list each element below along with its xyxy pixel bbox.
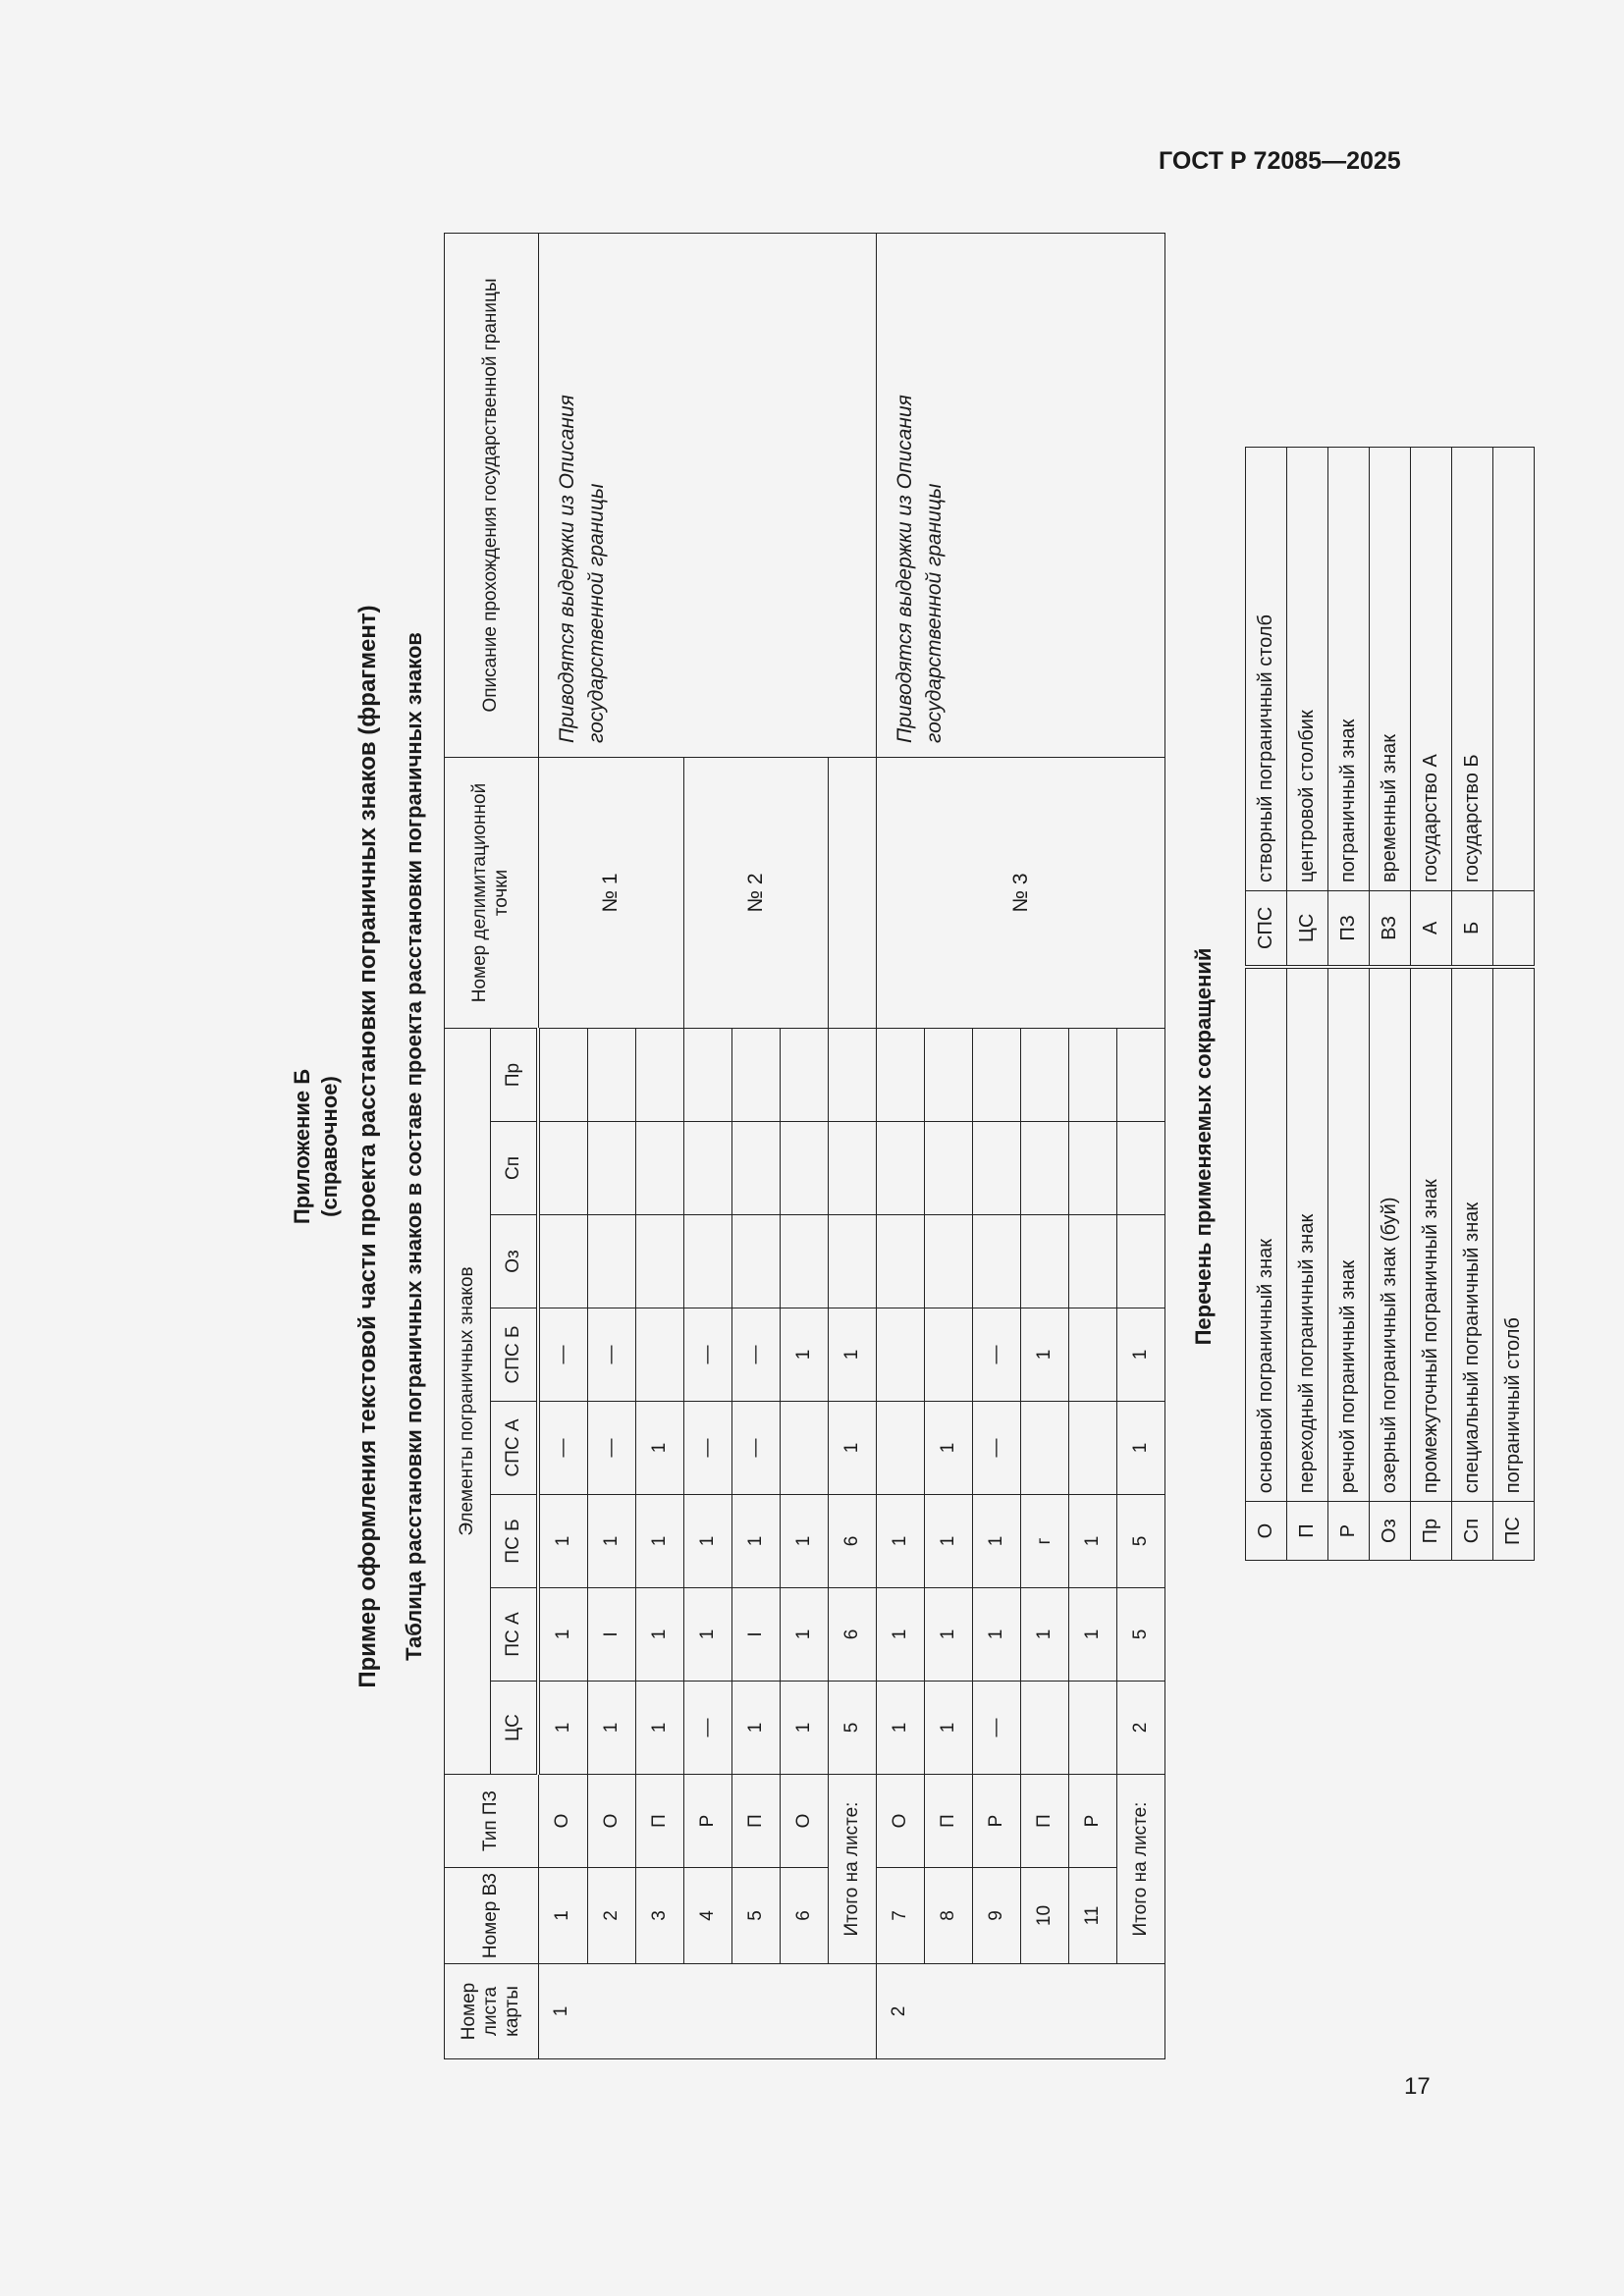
value-cell [588, 1215, 636, 1308]
type-cell: П [732, 1775, 781, 1868]
value-cell [636, 1122, 684, 1215]
value-cell: 1 [925, 1402, 973, 1495]
vz-cell: 5 [732, 1868, 781, 1964]
total-cell [1117, 1029, 1165, 1122]
value-cell [588, 1122, 636, 1215]
vz-cell: 9 [973, 1868, 1021, 1964]
abbr-meaning: государство А [1411, 448, 1452, 891]
type-cell: О [588, 1775, 636, 1868]
total-cell [829, 1029, 877, 1122]
value-cell: 1 [781, 1495, 829, 1588]
value-cell [588, 1029, 636, 1122]
value-cell [877, 1122, 925, 1215]
abbr-meaning: основной пограничный знак [1246, 967, 1287, 1502]
value-cell: 1 [1069, 1495, 1117, 1588]
abbr-meaning: озерный пограничный знак (буй) [1370, 967, 1411, 1502]
abbr-row [1452, 448, 1493, 1561]
placement-table [444, 233, 1165, 2059]
table-title: Таблица расстановки пограничных знаков в составе проекта расстановки пограничных знаков [402, 632, 426, 1661]
header-col-sp: Сп [491, 1122, 539, 1215]
value-cell [781, 1122, 829, 1215]
abbr-code: Р [1328, 1502, 1370, 1561]
value-cell: — [538, 1402, 588, 1495]
description-cell: Приводятся выдержки из Описания государственной границы [538, 234, 877, 758]
value-cell: — [588, 1402, 636, 1495]
type-cell: П [1021, 1775, 1069, 1868]
value-cell: — [684, 1402, 732, 1495]
abbr-meaning: специальный пограничный знак [1452, 967, 1493, 1502]
value-cell [925, 1215, 973, 1308]
abbr-code: ВЗ [1370, 891, 1411, 967]
value-cell [538, 1215, 588, 1308]
value-cell: 1 [588, 1682, 636, 1775]
value-cell: 1 [1021, 1308, 1069, 1402]
total-cell [829, 1122, 877, 1215]
point-cell: № 2 [684, 758, 829, 1029]
value-cell [877, 1029, 925, 1122]
main-title: Пример оформления текстовой части проекта расстановки пограничных знаков (фрагмент) [354, 605, 381, 1688]
abbr-meaning: створный пограничный столб [1246, 448, 1287, 891]
vz-cell: 4 [684, 1868, 732, 1964]
value-cell [1021, 1215, 1069, 1308]
total-cell: 5 [829, 1682, 877, 1775]
value-cell [925, 1122, 973, 1215]
value-cell [925, 1029, 973, 1122]
total-cell: 5 [1117, 1588, 1165, 1682]
type-cell: О [877, 1775, 925, 1868]
abbr-meaning: центровой столбик [1287, 448, 1328, 891]
value-cell: 1 [781, 1682, 829, 1775]
value-cell: 1 [973, 1495, 1021, 1588]
abbr-row [1246, 448, 1287, 1561]
abbr-code: О [1246, 1502, 1287, 1561]
abbr-code: Сп [1452, 1502, 1493, 1561]
value-cell: 1 [973, 1588, 1021, 1682]
type-cell: О [538, 1775, 588, 1868]
rotated-content [122, 234, 1524, 2059]
abbr-meaning: переходный пограничный знак [1287, 967, 1328, 1502]
standard-number: ГОСТ Р 72085—2025 [1159, 147, 1401, 175]
value-cell [877, 1402, 925, 1495]
value-cell: 1 [588, 1495, 636, 1588]
vz-cell: 7 [877, 1868, 925, 1964]
value-cell [538, 1029, 588, 1122]
total-cell: 6 [829, 1495, 877, 1588]
value-cell: 1 [684, 1495, 732, 1588]
value-cell [636, 1215, 684, 1308]
value-cell: — [973, 1308, 1021, 1402]
value-cell [732, 1215, 781, 1308]
abbr-code: ЦС [1287, 891, 1328, 967]
abbr-code: ПЗ [1328, 891, 1370, 967]
total-label: Итого на листе: [829, 1775, 877, 1964]
abbr-code: А [1411, 891, 1452, 967]
header-col-ps-b: ПС Б [491, 1495, 539, 1588]
total-cell: 1 [1117, 1402, 1165, 1495]
vz-cell: 8 [925, 1868, 973, 1964]
value-cell: 1 [925, 1588, 973, 1682]
value-cell: — [684, 1682, 732, 1775]
abbr-code: ПС [1493, 1502, 1535, 1561]
value-cell: — [973, 1402, 1021, 1495]
value-cell [684, 1215, 732, 1308]
abbr-row [1328, 448, 1370, 1561]
value-cell: — [732, 1308, 781, 1402]
abbr-code: СПС [1246, 891, 1287, 967]
vz-cell: 6 [781, 1868, 829, 1964]
value-cell: I [732, 1588, 781, 1682]
header-col-cs: ЦС [491, 1682, 539, 1775]
abbreviations-table [1245, 447, 1535, 1561]
value-cell [1069, 1215, 1117, 1308]
table-row [877, 234, 925, 2059]
page-number: 17 [1404, 2073, 1431, 2100]
value-cell [973, 1215, 1021, 1308]
value-cell [636, 1308, 684, 1402]
header-elements: Элементы пограничных знаков [445, 1029, 491, 1775]
value-cell: 1 [1021, 1588, 1069, 1682]
abbr-meaning: промежуточный пограничный знак [1411, 967, 1452, 1502]
vz-cell: 10 [1021, 1868, 1069, 1964]
value-cell: 1 [636, 1682, 684, 1775]
value-cell [1021, 1122, 1069, 1215]
value-cell: — [538, 1308, 588, 1402]
abbreviations-title: Перечень применяемых сокращений [1191, 947, 1216, 1346]
vz-cell: 1 [538, 1868, 588, 1964]
appendix-subtitle: (справочное) [317, 1076, 342, 1217]
header-col-pr: Пр [491, 1029, 539, 1122]
value-cell: 1 [877, 1588, 925, 1682]
header-type: Тип ПЗ [445, 1775, 539, 1868]
total-cell: 1 [829, 1402, 877, 1495]
value-cell: 1 [925, 1495, 973, 1588]
type-cell: Р [1069, 1775, 1117, 1868]
value-cell [1069, 1122, 1117, 1215]
vz-cell: 3 [636, 1868, 684, 1964]
value-cell [1069, 1682, 1117, 1775]
description-cell: Приводятся выдержки из Описания государственной границы [877, 234, 1165, 758]
value-cell: 1 [1069, 1588, 1117, 1682]
type-cell: Р [684, 1775, 732, 1868]
vz-cell: 11 [1069, 1868, 1117, 1964]
type-cell: П [636, 1775, 684, 1868]
value-cell: г [1021, 1495, 1069, 1588]
abbr-code: Пр [1411, 1502, 1452, 1561]
header-point: Номер делимитационной точки [445, 758, 539, 1029]
header-col-sps-b: СПС Б [491, 1308, 539, 1402]
value-cell [781, 1029, 829, 1122]
value-cell [732, 1122, 781, 1215]
total-cell: 5 [1117, 1495, 1165, 1588]
abbr-meaning: речной пограничный знак [1328, 967, 1370, 1502]
value-cell: — [732, 1402, 781, 1495]
abbr-code: Б [1452, 891, 1493, 967]
value-cell: — [973, 1682, 1021, 1775]
total-cell [1117, 1215, 1165, 1308]
point-cell: № 1 [538, 758, 684, 1029]
value-cell: 1 [732, 1682, 781, 1775]
total-cell: 2 [1117, 1682, 1165, 1775]
total-cell: 6 [829, 1588, 877, 1682]
value-cell [1021, 1402, 1069, 1495]
total-cell: 1 [1117, 1308, 1165, 1402]
value-cell [781, 1215, 829, 1308]
header-desc: Описание прохождения государственной границы [445, 234, 539, 758]
value-cell [538, 1122, 588, 1215]
abbr-meaning: временный знак [1370, 448, 1411, 891]
value-cell [1021, 1029, 1069, 1122]
value-cell: 1 [877, 1495, 925, 1588]
vz-cell: 2 [588, 1868, 636, 1964]
header-sheet: Номер листа карты [445, 1964, 539, 2059]
value-cell [973, 1122, 1021, 1215]
value-cell [636, 1029, 684, 1122]
value-cell: 1 [538, 1682, 588, 1775]
value-cell [925, 1308, 973, 1402]
total-label: Итого на листе: [1117, 1775, 1165, 1964]
header-col-oz: Оз [491, 1215, 539, 1308]
abbr-row [1370, 448, 1411, 1561]
abbr-code [1493, 891, 1535, 967]
value-cell [684, 1122, 732, 1215]
appendix-title: Приложение Б [290, 1068, 314, 1225]
sheet-cell: 2 [877, 1964, 1165, 2059]
type-cell: О [781, 1775, 829, 1868]
abbr-meaning: государство Б [1452, 448, 1493, 891]
value-cell: 1 [732, 1495, 781, 1588]
value-cell: 1 [636, 1588, 684, 1682]
value-cell [877, 1308, 925, 1402]
total-cell: 1 [829, 1308, 877, 1402]
value-cell: I [588, 1588, 636, 1682]
value-cell: 1 [538, 1588, 588, 1682]
value-cell [973, 1029, 1021, 1122]
value-cell: — [588, 1308, 636, 1402]
value-cell [1069, 1308, 1117, 1402]
header-col-ps-a: ПС А [491, 1588, 539, 1682]
value-cell: — [684, 1308, 732, 1402]
value-cell: 1 [636, 1402, 684, 1495]
value-cell: 1 [781, 1308, 829, 1402]
point-cell: № 3 [877, 758, 1165, 1029]
value-cell: 1 [538, 1495, 588, 1588]
value-cell [1069, 1029, 1117, 1122]
value-cell: 1 [636, 1495, 684, 1588]
value-cell [1069, 1402, 1117, 1495]
value-cell: 1 [877, 1682, 925, 1775]
total-cell [1117, 1122, 1165, 1215]
header-col-sps-a: СПС А [491, 1402, 539, 1495]
value-cell [732, 1029, 781, 1122]
point-cell-empty [829, 758, 877, 1029]
abbr-code: П [1287, 1502, 1328, 1561]
value-cell: 1 [684, 1588, 732, 1682]
abbr-row [1411, 448, 1452, 1561]
value-cell [781, 1402, 829, 1495]
abbr-row [1287, 448, 1328, 1561]
abbr-meaning [1493, 448, 1535, 891]
value-cell: 1 [781, 1588, 829, 1682]
type-cell: Р [973, 1775, 1021, 1868]
value-cell [877, 1215, 925, 1308]
abbr-meaning: пограничный столб [1493, 967, 1535, 1502]
header-vz: Номер ВЗ [445, 1868, 539, 1964]
total-cell [829, 1215, 877, 1308]
abbr-code: Оз [1370, 1502, 1411, 1561]
value-cell [684, 1029, 732, 1122]
sheet-cell: 1 [538, 1964, 877, 2059]
value-cell [1021, 1682, 1069, 1775]
abbr-meaning: пограничный знак [1328, 448, 1370, 891]
value-cell: 1 [925, 1682, 973, 1775]
table-row [538, 234, 588, 2059]
abbr-row [1493, 448, 1535, 1561]
type-cell: П [925, 1775, 973, 1868]
